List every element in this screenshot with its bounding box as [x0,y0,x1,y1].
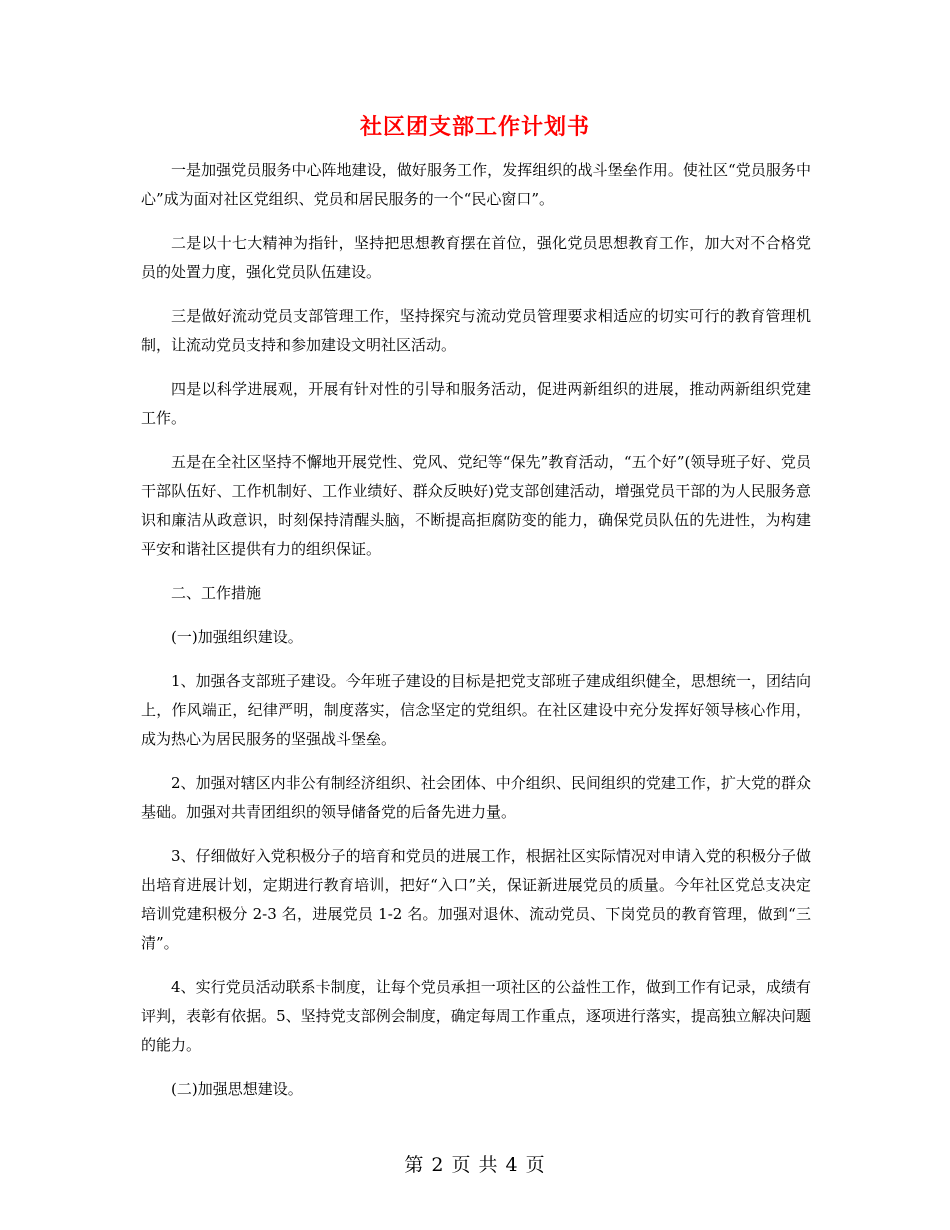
subsection-heading: (一)加强组织建设。 [171,628,303,646]
paragraph: 四是以科学进展观，开展有针对性的引导和服务活动，促进两新组织的进展，推动两新组织党建工作。 [141,380,811,427]
document-body [141,156,811,1119]
subsection-heading: (二)加强思想建设。 [171,1080,303,1098]
paragraph: 4、实行党员活动联系卡制度，让每个党员承担一项社区的公益性工作，做到工作有记录，成绩有评判，表彰有依据。5、坚持党支部例会制度，确定每周工作重点，逐项进行落实，提高独立解决问题的能力。 [141,978,811,1054]
paragraph: 二是以十七大精神为指针，坚持把思想教育摆在首位，强化党员思想教育工作，加大对不合格党员的处置力度，强化党员队伍建设。 [141,234,811,281]
section-heading: 二、工作措施 [171,584,262,602]
paragraph: 五是在全社区坚持不懈地开展党性、党风、党纪等“保先”教育活动，“五个好”(领导班子好、党员干部队伍好、工作机制好、工作业绩好、群众反映好)党支部创建活动，增强党员干部的为人民服务意识和廉洁从政意识，时刻保持清醒头脑，不断提高拒腐防变的能力，确保党员队伍的先进性，为构建平安和谐社区提供有力的组织保证。 [141,453,811,558]
page-number: 第 2 页 共 4 页 [404,1154,546,1176]
paragraph: 1、加强各支部班子建设。今年班子建设的目标是把党支部班子建成组织健全，思想统一，团结向上，作风端正，纪律严明，制度落实，信念坚定的党组织。在社区建设中充分发挥好领导核心作用，成为热心为居民服务的坚强战斗堡垒。 [141,672,811,748]
paragraph: 三是做好流动党员支部管理工作，坚持探究与流动党员管理要求相适应的切实可行的教育管理机制，让流动党员支持和参加建设文明社区活动。 [141,307,811,354]
document-title: 社区团支部工作计划书 [359,114,590,140]
paragraph: 一是加强党员服务中心阵地建设，做好服务工作，发挥组织的战斗堡垒作用。使社区“党员服务中心”成为面对社区党组织、党员和居民服务的一个“民心窗口”。 [141,161,811,208]
paragraph: 3、仔细做好入党积极分子的培育和党员的进展工作，根据社区实际情况对申请入党的积极分子做出培育进展计划，定期进行教育培训，把好“入口”关，保证新进展党员的质量。今年社区党总支决定培训党建积极分 2-3 名，进展党员 1-2 名。加强对退休、流动党员、下岗党员的教育管理，做到“三清”。 [141,847,811,952]
paragraph: 2、加强对辖区内非公有制经济组织、社会团体、中介组织、民间组织的党建工作，扩大党的群众基础。加强对共青团组织的领导储备党的后备先进力量。 [141,774,811,821]
